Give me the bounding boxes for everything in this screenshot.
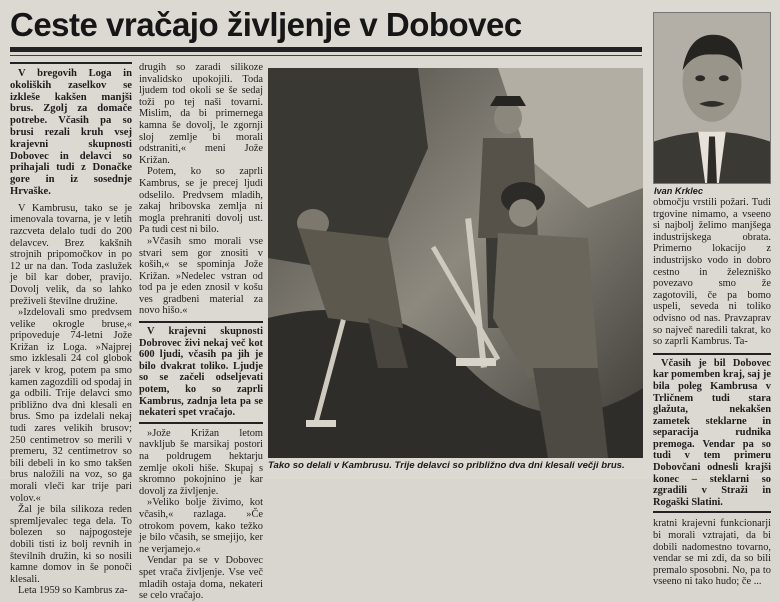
portrait-image bbox=[654, 13, 770, 183]
paragraph: »Včasih smo morali vse stvari sem gor znositi v koših,« se spominja Jože Križan. »Nedelec vstran od tod pa je eden znosil v košu ves gradbeni material za novo hišo.« bbox=[139, 235, 263, 317]
column-2 bbox=[139, 62, 263, 602]
paragraph: V Kambrusu, tako se je imenovala tovarna, je v letih razcveta delalo tudi do 200 delavcev. Brez kakšnih strojnih pripomočkov in po 12 ur na dan. Toda zaslužek je bil kar dober, pravijo. Dovolj velik, da so lahko preživeli številne družine. bbox=[10, 202, 132, 307]
portrait-photo bbox=[653, 12, 771, 184]
headline: Ceste vračajo življenje v Dobovec bbox=[10, 6, 522, 43]
workers-photo bbox=[268, 68, 643, 458]
paragraph: Žal je bila silikoza reden spremljevalec tega dela. To bolezen so najpogosteje dobili tisti iz bolj revnih in številnih družin, ki so nosili kamne domov in še ponoči klesali. bbox=[10, 504, 132, 585]
paragraph: Leta 1959 so Kambrus za- bbox=[18, 585, 128, 597]
highlight-box: V krajevni skupnosti Dobrovec živi nekaj več kot 600 ljudi, včasih pa jih je bilo dvakrat toliko. Ljudje so se začeli odseljevati potem, ko so zaprli Kambrus, zadnja leta pa se nekateri spet vračajo. bbox=[139, 321, 263, 424]
highlight-box: Včasih je bil Dobovec kar pomemben kraj, saj je bila poleg Kambrusa v Trličnem tudi stara glažuta, nekakšen zametek steklarne in separacija rudnika premoga. Vendar pa so tudi v tem primeru Dobovčani odnesli krajši konec – steklarni so zgradili v Straži in Rogaški Slatini. bbox=[653, 353, 771, 514]
paragraph: »Jože Križan letom navkljub še marsikaj postori na poldrugem hektarju zemlje okoli hiše. Skupaj s skromno pokojnino je kar dovolj za življenje. bbox=[139, 427, 263, 497]
paragraph: kratni krajevni funkcionarji bi morali vztrajati, da bi dobili nadomestno tovarno, vendar se mi zdi, da so bili premalo sposobni. No, pa to vseeno ni tako hudo; če ... bbox=[653, 518, 771, 588]
photo-caption: Tako so delali v Kambrusu. Trije delavci so približno dva dni klesali večji brus. bbox=[268, 460, 625, 471]
portrait-caption: Ivan Krklec bbox=[654, 186, 704, 196]
headline-rule bbox=[10, 47, 642, 52]
paragraph: območju vrstili požari. Tudi trgovine nimamo, a vseeno si najbolj želimo manjšega industrijskega obrata. Primerno lokacijo z industrijsko vodo in dobro cestno in železniško povezavo smo že zagotovili, če pa bomo uspeli, seveda ni toliko odvisno od nas. Pravzaprav so največ naredili takrat, ko so zaprli Kambrus. Ta- bbox=[653, 197, 771, 348]
lead-paragraph: V bregovih Loga in okoliških zaselkov se izkleše kakšen manjši brus. Zgolj za domače potrebe. Včasih pa so brusi rezali kruh vsej krajevni skupnosti Dobovec in delavci so prihajali tudi z Donačke gore in iz sosednje Hrvaške. bbox=[10, 62, 132, 198]
paragraph: Potem, ko so zaprli Kambrus, se je precej ljudi odselilo. Predvsem mladih, zakaj hribovska zemlja ni mogla prehraniti dovolj ust. Pa tudi cest ni bilo. bbox=[139, 166, 263, 236]
workers-photo-image bbox=[268, 68, 643, 458]
paragraph: »Izdelovali smo predvsem velike okrogle bruse,« pripoveduje 74-letni Jože Križan iz Loga. »Najprej smo izklesali 24 col globok jarek v krog, potem pa smo kamen zagozdili od spodaj in ga odbili. Trije delavci smo približno dva dni klesali en brus. Smo pa izdelali nekaj tudi zares velikih brusov; 250 centimetrov so merili v premeru, 32 centimetrov so bili debeli in ko smo takšen brus naložili na voz, so ga morali vleči kar trije pari volov.« bbox=[10, 307, 132, 504]
headline-rule-thin bbox=[10, 55, 642, 56]
column-3 bbox=[653, 197, 771, 588]
paragraph: »Veliko bolje živimo, kot včasih,« razlaga. »Če otrokom povem, kako težko je bilo včasih, se smejijo, ker ne verjamejo.« bbox=[139, 497, 263, 555]
paragraph: drugih so zaradi silikoze invalidsko upokojili. Toda ljudem tod okoli se še sedaj toži po tej naši tovarni. Mislim, da bi primernega kamna še dovolj, le zgornji sloj zemlje bi morali odstraniti,« meni Jože Križan. bbox=[139, 62, 263, 166]
paragraph: Vendar pa se v Dobovec spet vrača življenje. Vse več mladih ostaja doma, nekateri se celo vračajo. bbox=[139, 555, 263, 602]
column-1 bbox=[10, 62, 132, 597]
